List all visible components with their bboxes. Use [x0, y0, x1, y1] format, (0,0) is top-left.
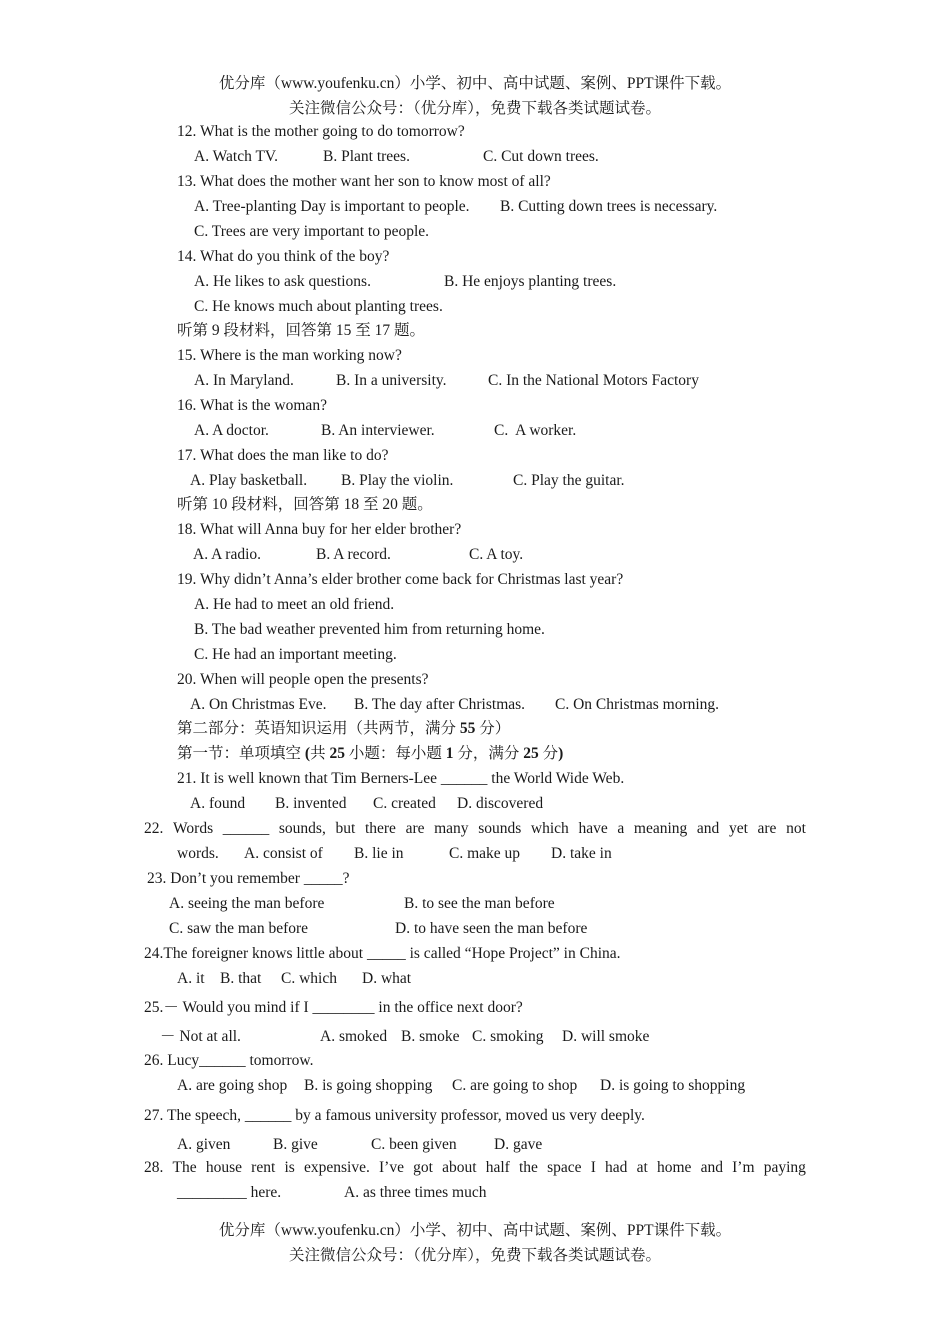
- question-26-stem: 26. Lucy______ tomorrow.: [144, 1052, 314, 1069]
- q22-option-d: D. take in: [551, 845, 612, 862]
- q16-option-c: C. A worker.: [494, 422, 577, 439]
- q25-option-d: D. will smoke: [562, 1028, 650, 1045]
- q20-option-b: B. The day after Christmas.: [354, 696, 526, 713]
- question-19-stem: 19. Why didn’t Anna’s elder brother come back for Christmas last year?: [177, 571, 624, 588]
- q19-option-c: C. He had an important meeting.: [194, 646, 397, 663]
- q17-option-b: B. Play the violin.: [341, 472, 454, 489]
- q22-option-a: A. consist of: [244, 845, 323, 862]
- question-18-stem: 18. What will Anna buy for her elder brother?: [177, 521, 462, 538]
- q27-option-d: D. gave: [494, 1136, 543, 1153]
- q28-option-a: A. as three times much: [344, 1184, 487, 1201]
- section-1-heading: 第一节：单项填空 (共 25 小题：每小题 1 分，满分 25 分): [177, 745, 564, 762]
- q27-option-b: B. give: [273, 1136, 318, 1153]
- q12-option-b: B. Plant trees.: [323, 148, 410, 165]
- header-line-2: 关注微信公众号：（优分库），免费下载各类试题试卷。: [288, 100, 661, 117]
- q20-option-c: C. On Christmas morning.: [555, 696, 720, 713]
- q18-option-c: C. A toy.: [469, 546, 524, 563]
- question-15-stem: 15. Where is the man working now?: [177, 347, 402, 364]
- q24-option-a: A. it: [177, 970, 205, 987]
- q13-option-a: A. Tree-planting Day is important to people.: [194, 198, 470, 215]
- q21-option-c: C. created: [373, 795, 436, 812]
- q24-option-b: B. that: [220, 970, 262, 987]
- q21-option-d: D. discovered: [457, 795, 544, 812]
- section-9-instruction: 听第 9 段材料，回答第 15 至 17 题。: [177, 322, 426, 339]
- question-25-stem: 25.－ Would you mind if I ________ in the office next door?: [144, 999, 523, 1016]
- q23-option-c: C. saw the man before: [169, 920, 309, 937]
- q23-option-a: A. seeing the man before: [169, 895, 325, 912]
- q26-option-a: A. are going shop: [177, 1077, 288, 1094]
- q13-option-b: B. Cutting down trees is necessary.: [500, 198, 718, 215]
- q12-option-c: C. Cut down trees.: [483, 148, 599, 165]
- q20-option-a: A. On Christmas Eve.: [190, 696, 327, 713]
- q25-reply: － Not at all.: [160, 1028, 241, 1045]
- q14-option-c: C. He knows much about planting trees.: [194, 298, 443, 315]
- question-22-stem-cont: words.: [177, 845, 219, 862]
- q13-option-c: C. Trees are very important to people.: [194, 223, 430, 240]
- question-21-stem: 21. It is well known that Tim Berners-Lee ______ the World Wide Web.: [177, 770, 625, 787]
- q27-option-a: A. given: [177, 1136, 231, 1153]
- question-20-stem: 20. When will people open the presents?: [177, 671, 429, 688]
- q25-option-c: C. smoking: [472, 1028, 544, 1045]
- part-2-heading: 第二部分：英语知识运用（共两节，满分 55 分）: [177, 720, 511, 737]
- question-28-stem: 28. The house rent is expensive. I’ve got about half the space I had at home and I’m paying: [144, 1159, 806, 1176]
- question-14-stem: 14. What do you think of the boy?: [177, 248, 390, 265]
- q19-option-a: A. He had to meet an old friend.: [194, 596, 395, 613]
- question-22-stem: 22. Words ______ sounds, but there are many sounds which have a meaning and yet are not: [144, 820, 806, 837]
- q15-option-c: C. In the National Motors Factory: [488, 372, 699, 389]
- q22-option-c: C. make up: [449, 845, 521, 862]
- q21-option-b: B. invented: [275, 795, 347, 812]
- q23-option-b: B. to see the man before: [404, 895, 555, 912]
- question-17-stem: 17. What does the man like to do?: [177, 447, 389, 464]
- question-28-stem-cont: _________ here.: [177, 1184, 282, 1201]
- q21-option-a: A. found: [190, 795, 246, 812]
- q25-option-a: A. smoked: [320, 1028, 388, 1045]
- question-23-stem: 23. Don’t you remember _____?: [147, 870, 350, 887]
- q19-option-b: B. The bad weather prevented him from returning home.: [194, 621, 545, 638]
- section-10-instruction: 听第 10 段材料，回答第 18 至 20 题。: [177, 496, 433, 513]
- q24-option-d: D. what: [362, 970, 412, 987]
- q18-option-b: B. A record.: [316, 546, 391, 563]
- header-line-1: 优分库（www.youfenku.cn）小学、初中、高中试题、案例、PPT课件下载。: [218, 75, 732, 92]
- q12-option-a: A. Watch TV.: [194, 148, 279, 165]
- question-13-stem: 13. What does the mother want her son to know most of all?: [177, 173, 551, 190]
- q14-option-b: B. He enjoys planting trees.: [444, 273, 617, 290]
- footer-line-1: 优分库（www.youfenku.cn）小学、初中、高中试题、案例、PPT课件下载。: [218, 1222, 732, 1239]
- question-12-stem: 12. What is the mother going to do tomorrow?: [177, 123, 465, 140]
- q17-option-c: C. Play the guitar.: [513, 472, 625, 489]
- q26-option-b: B. is going shopping: [304, 1077, 433, 1094]
- q26-option-d: D. is going to shopping: [600, 1077, 746, 1094]
- q15-option-b: B. In a university.: [336, 372, 447, 389]
- q23-option-d: D. to have seen the man before: [395, 920, 588, 937]
- question-24-stem: 24.The foreigner knows little about _____ is called “Hope Project” in China.: [144, 945, 621, 962]
- q18-option-a: A. A radio.: [193, 546, 262, 563]
- q14-option-a: A. He likes to ask questions.: [194, 273, 371, 290]
- q15-option-a: A. In Maryland.: [194, 372, 294, 389]
- q17-option-a: A. Play basketball.: [190, 472, 308, 489]
- q26-option-c: C. are going to shop: [452, 1077, 578, 1094]
- q22-option-b: B. lie in: [354, 845, 404, 862]
- q27-option-c: C. been given: [371, 1136, 457, 1153]
- q16-option-b: B. An interviewer.: [321, 422, 435, 439]
- question-16-stem: 16. What is the woman?: [177, 397, 327, 414]
- q24-option-c: C. which: [281, 970, 337, 987]
- q16-option-a: A. A doctor.: [194, 422, 269, 439]
- footer-line-2: 关注微信公众号：（优分库），免费下载各类试题试卷。: [288, 1247, 661, 1264]
- question-27-stem: 27. The speech, ______ by a famous university professor, moved us very deeply.: [144, 1107, 645, 1124]
- q25-option-b: B. smoke: [401, 1028, 460, 1045]
